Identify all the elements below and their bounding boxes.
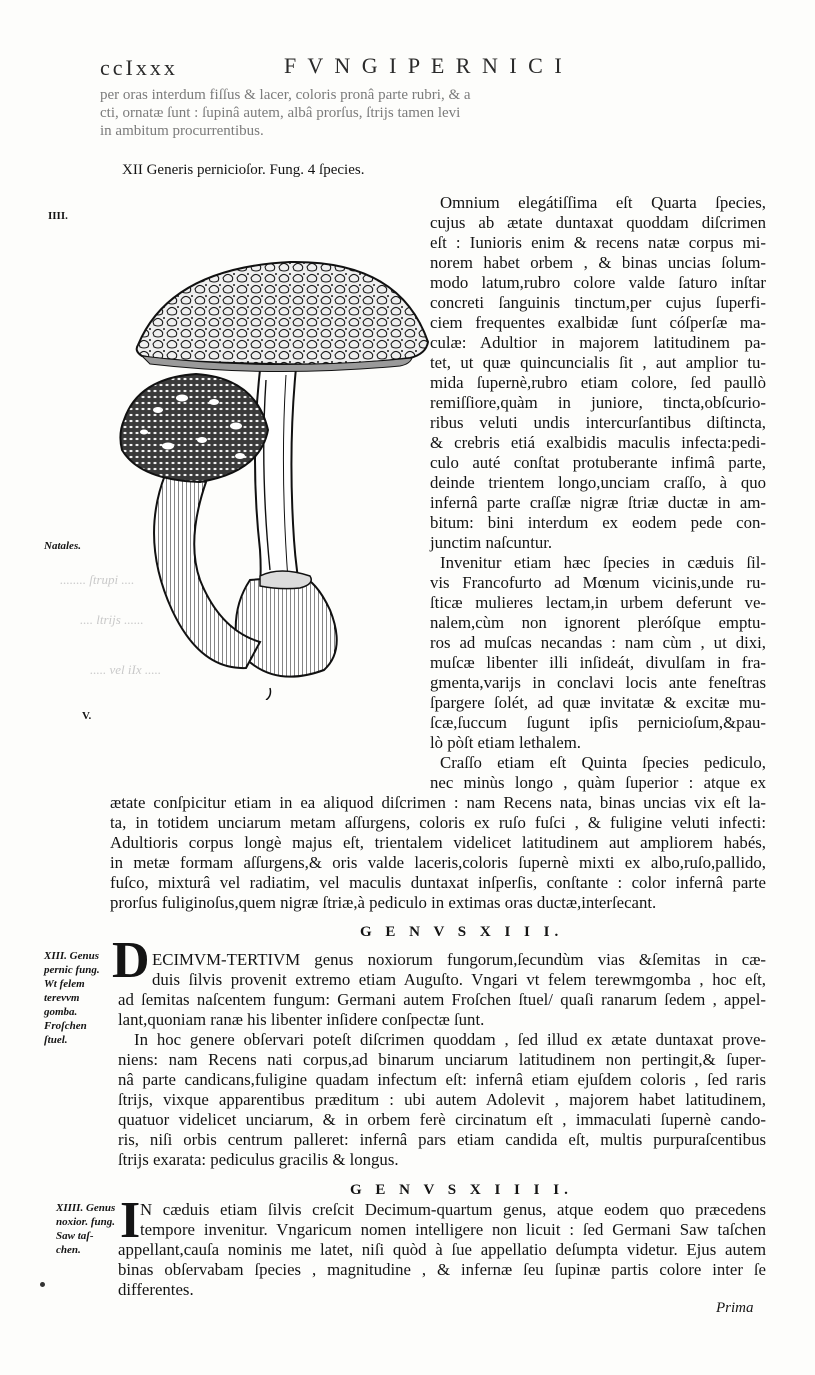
right-column-line-27: ſcæ,ſuccum ſugunt ipſis pernicioſum,&pau- (430, 713, 766, 732)
right-column-line-28: lò pòſt etiam lethalem. (430, 733, 581, 752)
genus-13-line-5: In hoc genere obſervari poteſt diſcrimen quoddam , ſed illud ex ætate duntaxat prove- (134, 1030, 766, 1049)
right-column-line-14: culo auté conſtat protuberante infimâ parte, (430, 453, 766, 472)
genus-13-margin-note-line-4: terevvm (44, 992, 80, 1004)
right-column-line-1: Omnium elegátiſſima eſt Quarta ſpecies, (440, 193, 766, 212)
genus-13-line-1: ECIMVM-TERTIVM genus noxiorum fungorum,ſecundùm vias &ſemitas in cæ- (152, 950, 766, 969)
full-width-line-2: ta, in totidem unciarum metam aſſurgens, coloris ex ruſo fuſci , & fuligine veluti infecti: (110, 813, 766, 832)
right-column-line-25: gmenta,varijs in conclavi locis ante feneſtras (430, 673, 766, 692)
genus-13-line-3: ad ſemitas naſcentem fungum: Germani autem Froſchen ſtuel/ quaſi ranarum ſedem , appel- (118, 990, 766, 1009)
margin-dot-mark (40, 1282, 45, 1287)
genus-13-line-9: quatuor videlicet unciarum, & in orbem ferè circinatum eſt , immaculati ſupernè cando- (118, 1110, 766, 1129)
full-width-line-6: prorſus fuliginoſus,quem nigræ ſtriæ,à pediculo in extimas oras ductæ,interſecant. (110, 893, 657, 912)
genus-13-line-11: ſtrijs exarata: pediculus gracilis & longus. (118, 1150, 399, 1169)
right-column-line-15: deinde trientem longo,unciam craſſo, à quo (430, 473, 766, 492)
right-column-line-9: tet, ut quæ quincuncialis ſit , aut amplior tu- (430, 353, 766, 372)
genus-14-line-3: appellant,cauſa nominis me latet, niſi quòd à ſue appellatio deſumpta videtur. Ejus autem (118, 1240, 766, 1259)
genus-14-margin-note-line-1: XIIII. Genus (56, 1202, 116, 1214)
right-column-line-17: bitum: bini interdum ex eodem pede con- (430, 513, 766, 532)
genus-13-margin-note-line-2: pernic fung. (44, 964, 100, 976)
genus-13-line-8: ſtrijs, vixque apparentibus præditum : ubi autem Adolevit , majorem habet latitudinem, (118, 1090, 766, 1109)
genus-13-line-7: nâ parte candicans,fuligine quadam infectum eſt: infernâ etiam ejuſdem coloris , ſed raris (118, 1070, 766, 1089)
genus-13-drop-cap: D (112, 932, 150, 989)
genus-13-line-10: ris, niſi orbis centrum palleret: infernâ pars etiam candida eſt, multis purpuraſcentibus (118, 1130, 766, 1149)
genus-13-margin-note-line-1: XIII. Genus (44, 950, 100, 962)
right-column-line-13: & crebris etiá exalbidis maculis infecta:pedi- (430, 433, 766, 452)
full-width-line-4: in metæ formam aſſurgens,& oris valde laceris,coloris ſupernè mixti ex albo,ruſo,pallido, (110, 853, 766, 872)
genus-14-drop-cap: I (120, 1192, 141, 1249)
genus-14-margin-note-line-3: Saw taſ- (56, 1230, 94, 1242)
running-title: F V N G I P E R N I C I (284, 53, 565, 78)
right-column-line-18: junctim naſcuntur. (430, 533, 553, 552)
genus-13-margin-note-line-7: ſtuel. (44, 1034, 68, 1046)
genus-14-margin-note-line-4: chen. (56, 1244, 81, 1256)
full-width-line-3: Adultioris corpus longè majus eſt, trientalem videlicet latitudinem aut ampliorem habés, (110, 833, 766, 852)
genus-13-margin-note-line-6: Froſchen (44, 1020, 87, 1032)
right-column-line-26: ſpargere ſolét, ad quæ invitatæ & excitæ mu- (430, 693, 766, 712)
genus-13-line-2: duis ſilvis provenit extremo etiam Auguſto. Vngari vt felem terewmgomba , hoc eſt, (152, 970, 766, 989)
right-column-line-20: vis Francofurto ad Mœnum vicinis,unde ru- (430, 573, 766, 592)
right-column-line-19: Invenitur etiam hæc ſpecies in cæduis ſil- (440, 553, 766, 572)
genus-14-line-4: binas obſervabam ſpecies , magnitudine , & infernæ ſeu ſupinæ partis colore inter ſe (118, 1260, 766, 1279)
margin-mark: V. (82, 710, 92, 722)
right-column-line-6: concreti ſanguinis tinctum,per cujus ſuperfi- (430, 293, 766, 312)
right-column-line-29: Craſſo etiam eſt Quinta ſpecies pediculo, (440, 753, 766, 772)
margin-species-number: IIII. (48, 210, 68, 222)
full-width-line-1: ætate conſpicitur etiam in ea aliquod diſcrimen : nam Recens nata, binas uncias vix eſt la- (110, 793, 766, 812)
right-column-line-30: nec minùs longo , quàm ſuperior : atque ex (430, 773, 766, 792)
bleed-through-text: ..... vel iIx ..... (90, 662, 162, 677)
right-column-line-21: ſticæ mulieres lectam,in urbem deferunt ve- (430, 593, 766, 612)
genus-13-heading: G E N V S X I I I. (360, 924, 564, 940)
section-title: XII Generis pernicioſor. Fung. 4 ſpecies. (122, 162, 365, 178)
catchword: Prima (716, 1300, 754, 1316)
right-column-line-22: nalem,cùm non ignorent pleróſque emptu- (430, 613, 766, 632)
right-column-line-24: muſcæ libenter illi inſideát, divulſam in fra- (430, 653, 766, 672)
folio-number: ccIxxx (100, 55, 178, 80)
bleed-through-text: .... ltrijs ...... (80, 612, 144, 627)
faded-header-line-2: cti, ornatæ ſunt : ſupinâ autem, albâ prorſus, ſtrijs tamen levi (100, 105, 461, 121)
genus-14-line-5: differentes. (118, 1280, 194, 1299)
bleed-through-text: ........ ſtrupi .... (60, 572, 135, 587)
genus-13-margin-note-line-3: Wt felem (44, 978, 85, 990)
right-column-line-5: modo latum,rubro colore valde ſaturo inſtar (430, 273, 766, 292)
genus-13-line-6: niens: nam Recens nati corpus,ad binarum unciarum latitudinem non pertingit,& ſuper- (118, 1050, 766, 1069)
right-column-line-2: cujus ab ætate duntaxat quoddam diſcrimen (430, 213, 766, 232)
right-column-line-8: culæ: Adultior in majorem latitudinem pa- (430, 333, 766, 352)
genus-13-line-4: lant,quoniam ranæ his libenter inſidere conſpectæ ſunt. (118, 1010, 485, 1029)
right-column-line-11: remiſſiore,quàm in juniore, tincta,obſcurio- (430, 393, 766, 412)
genus-14-margin-note-line-2: noxior. fung. (56, 1216, 115, 1228)
right-column-line-16: infernâ parte craſſæ nigræ ſtriæ ductæ in am- (430, 493, 766, 512)
genus-14-line-2: tempore invenitur. Vngaricum nomen intelligere non licuit : ſed Germani Saw taſchen (140, 1220, 766, 1239)
right-column-line-10: mida ſupernè,rubro etiam colore, ſed paullò (430, 373, 766, 392)
right-column-line-12: ribus veluti undis intercurſantibus diſtincta, (430, 413, 766, 432)
full-width-line-5: fuſco, mixturâ vel radiatim, vel maculis duntaxat inſperſis, conſtante : color infernâ parte (110, 873, 766, 892)
right-column-line-7: ciem frequentes exalbidæ ſunt cóſperſæ ma- (430, 313, 766, 332)
genus-14-line-1: N cæduis etiam ſilvis creſcit Decimum-quartum genus, atque eodem quo præcedens (140, 1200, 766, 1219)
genus-14-heading: G E N V S X I I I I. (350, 1182, 573, 1198)
right-column-line-23: ros ad muſcas necandas : nam cùm , ut dixi, (430, 633, 766, 652)
margin-natales: Natales. (44, 540, 81, 552)
faded-header-line-3: in ambitum procurrentibus. (100, 123, 264, 139)
faded-header-line-1: per oras interdum fiſſus & lacer, coloris pronâ parte rubri, & a (100, 87, 471, 103)
genus-13-margin-note-line-5: gomba. (44, 1006, 78, 1018)
toadstool-woodcut-illustration (110, 250, 430, 700)
right-column-line-4: norem habet orbem , & binas uncias ſolum- (430, 253, 766, 272)
right-column-line-3: eſt : Iunioris enim & recens natæ corpus mi- (430, 233, 766, 252)
